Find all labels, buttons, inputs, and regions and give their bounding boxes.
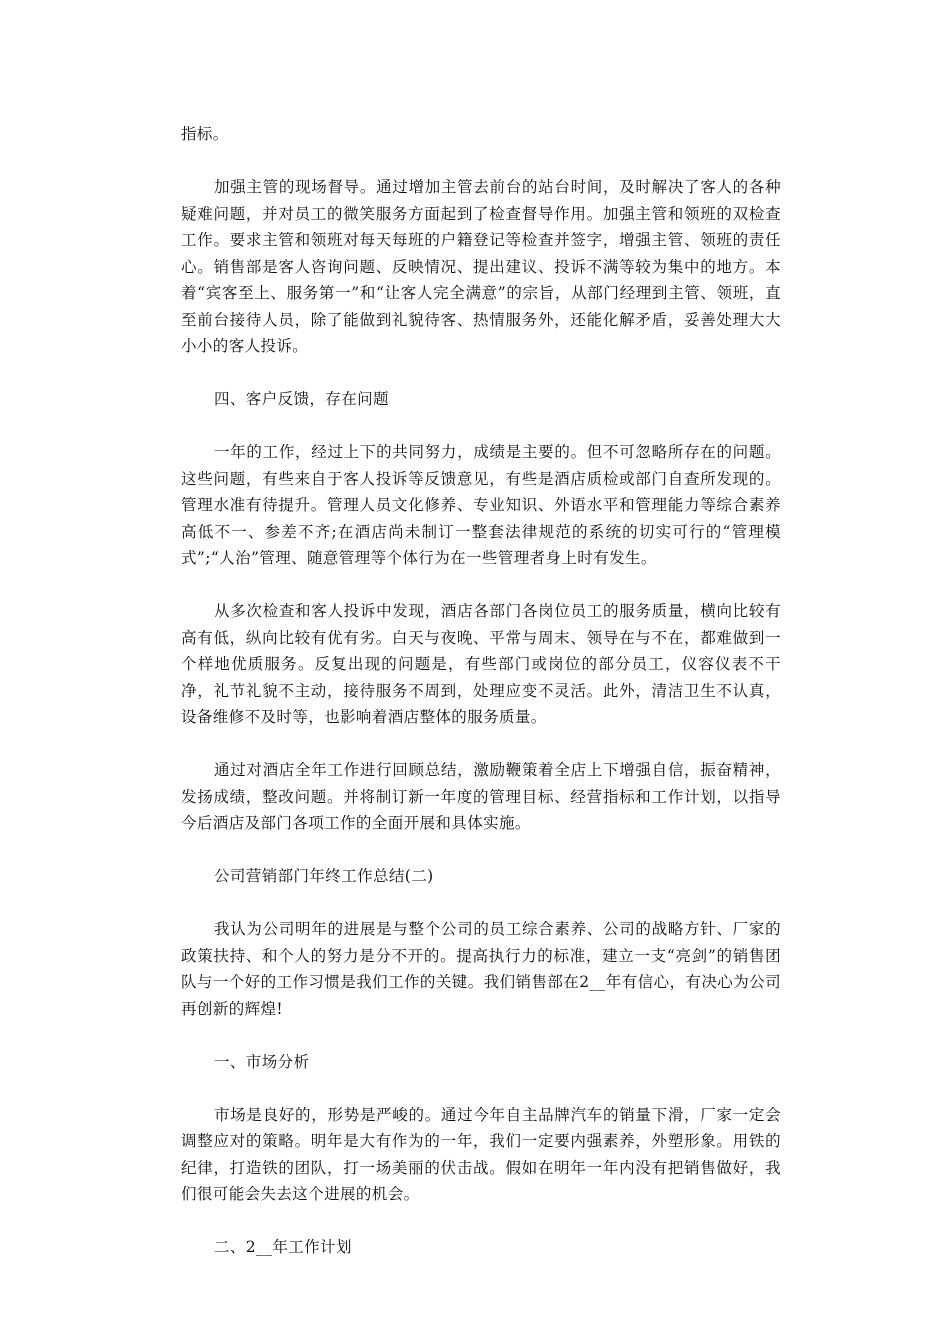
document-body: [181, 121, 781, 1287]
section-heading-feedback: 四、客户反馈，存在问题: [214, 390, 389, 408]
paragraph-problems: 一年的工作，经过上下的共同努力，成绩是主要的。但不可忽略所存在的问题。这些问题，有些来自于客人投诉等反馈意见，有些是酒店质检或部门自查所发现的。管理水准有待提升。管理人员文化修养、专业知识、外语水平和管理能力等综合素养高低不一、参差不齐;在酒店尚未制订一整套法律规范的系统的切实可行的“管理模式”;“人治”管理、随意管理等个体行为在一些管理者身上时有发生。: [181, 443, 781, 567]
paragraph-market-analysis: 市场是良好的，形势是严峻的。通过今年自主品牌汽车的销量下滑，厂家一定会调整应对的策略。明年是大有作为的一年，我们一定要内强素养，外塑形象。用铁的纪律，打造铁的团队，打一场美丽的伏击战。假如在明年一年内没有把销售做好，我们很可能会失去这个进展的机会。: [181, 1105, 781, 1203]
section-title-marketing-summary: 公司营销部门年终工作总结(二): [214, 867, 434, 885]
section-heading-work-plan: 二、2__年工作计划: [214, 1238, 352, 1256]
paragraph-service-quality: 从多次检查和客人投诉中发现，酒店各部门各岗位员工的服务质量，横向比较有高有低，纵向比较有优有劣。白天与夜晚、平常与周末、领导在与不在，都难做到一个样地优质服务。反复出现的问题是，有些部门或岗位的部分员工，仪容仪表不干净，礼节礼貌不主动，接待服务不周到，处理应变不灵活。此外，清洁卫生不认真，设备维修不及时等，也影响着酒店整体的服务质量。: [181, 602, 781, 726]
paragraph-review-summary: 通过对酒店全年工作进行回顾总结，激励鞭策着全店上下增强自信，振奋精神，发扬成绩，整改问题。并将制订新一年度的管理目标、经营指标和工作计划，以指导今后酒店及部门各项工作的全面开展和具体实施。: [181, 761, 781, 832]
section-heading-market-analysis: 一、市场分析: [214, 1052, 310, 1071]
paragraph-marketing-intro: 我认为公司明年的进展是与整个公司的员工综合素养、公司的战略方针、厂家的政策扶持、和个人的努力是分不开的。提高执行力的标准，建立一支“亮剑”的销售团队与一个好的工作习惯是我们工作的关键。我们销售部在2__年有信心，有决心为公司再创新的辉煌!: [181, 920, 781, 1018]
paragraph-supervision: 加强主管的现场督导。通过增加主管去前台的站台时间，及时解决了客人的各种疑难问题，并对员工的微笑服务方面起到了检查督导作用。加强主管和领班的双检查工作。要求主管和领班对每天每班的户籍登记等检查并签字，增强主管、领班的责任心。销售部是客人咨询问题、反映情况、提出建议、投诉不满等较为集中的地方。本着“宾客至上、服务第一”和“让客人完全满意”的宗旨，从部门经理到主管、领班，直至前台接待人员，除了能做到礼貌待客、热情服务外，还能化解矛盾，妥善处理大大小小的客人投诉。: [181, 178, 781, 355]
paragraph-continuation: 指标。: [181, 125, 229, 143]
